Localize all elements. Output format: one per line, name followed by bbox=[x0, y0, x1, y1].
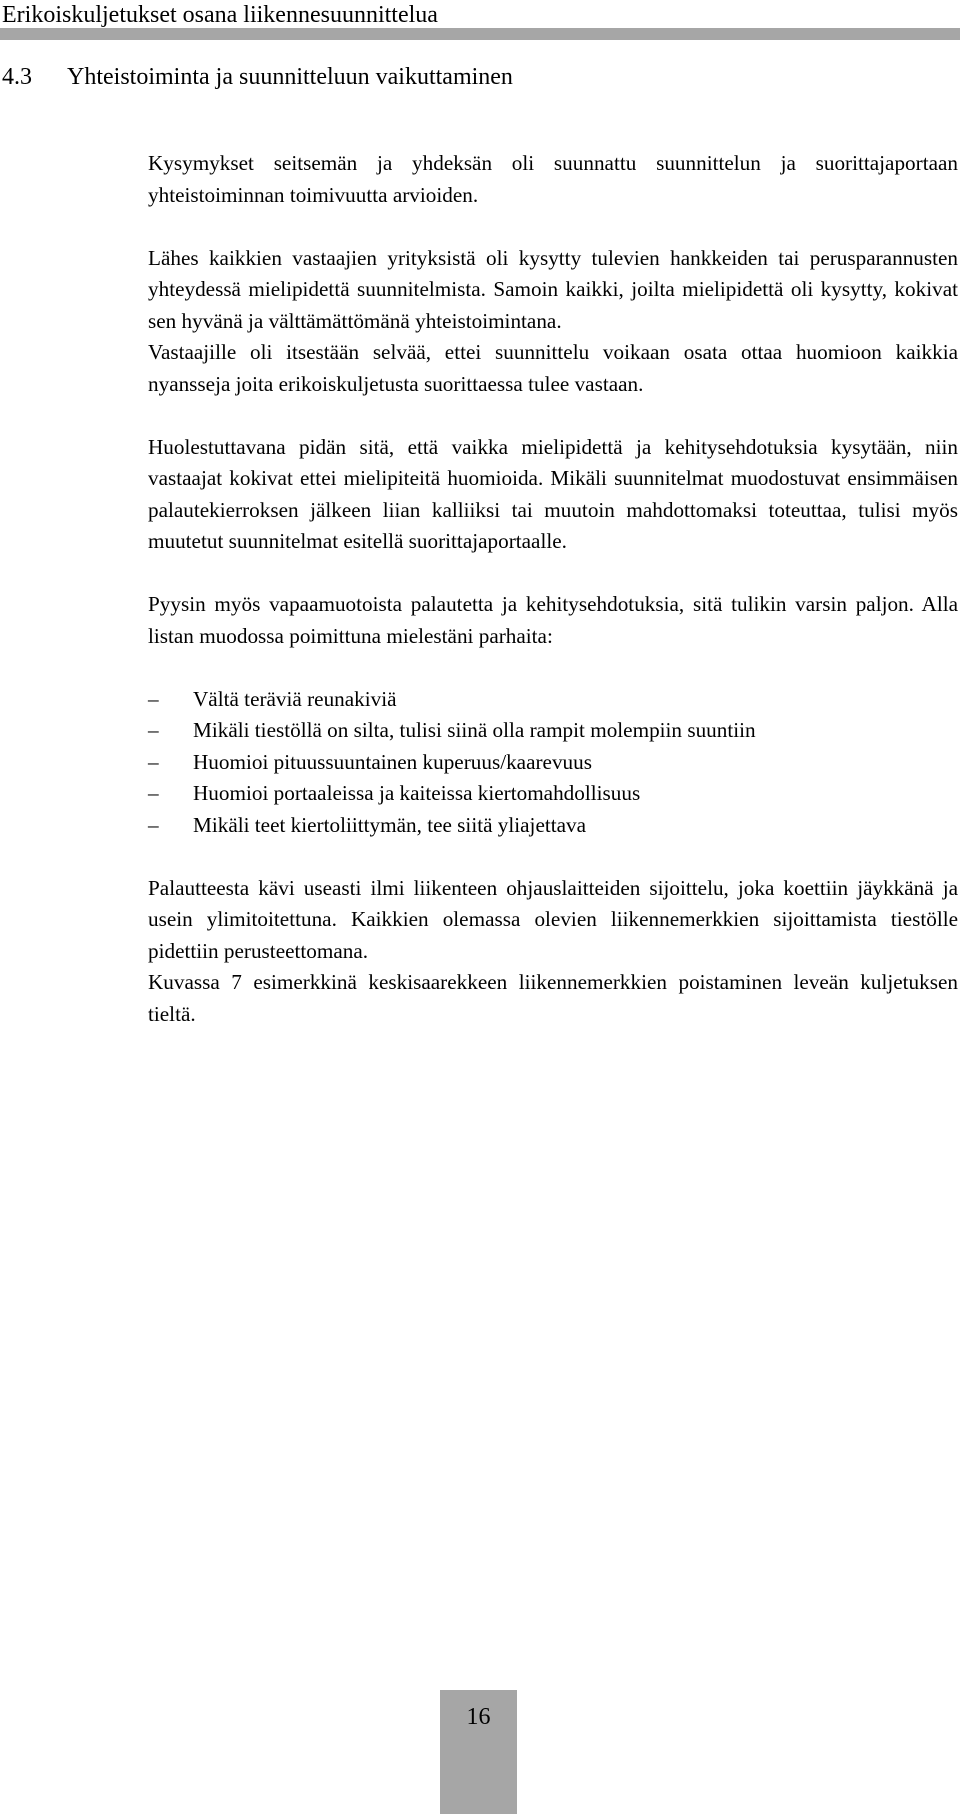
paragraph: Kysymykset seitsemän ja yhdeksän oli suunnattu suunnittelun ja suorittajaportaan yhteistoiminnan toimivuutta arvioiden. bbox=[148, 151, 958, 207]
paragraph: Palautteesta kävi useasti ilmi liikenteen ohjauslaitteiden sijoittelu, joka koettiin jäykkänä ja usein ylimitoitettuna. Kaikkien olemassa olevien liikennemerkkien sijoittamista tiestölle pidettiin perusteettomana. bbox=[148, 875, 958, 963]
list-item bbox=[148, 684, 958, 716]
bullet-dash: – bbox=[148, 749, 159, 774]
bullet-dash: – bbox=[148, 812, 159, 837]
paragraph: Pyysin myös vapaamuotoista palautetta ja kehitysehdotuksia, sitä tulikin varsin paljon. Alla listan muodossa poimittuna mielestäni parhaita: bbox=[148, 592, 958, 648]
paragraph: Vastaajille oli itsestään selvää, ettei suunnittelu voikaan osata ottaa huomioon kaikkia nyansseja joita erikoiskuljetusta suorittaessa tulee vastaan. bbox=[148, 340, 958, 396]
list-item-text: Vältä teräviä reunakiviä bbox=[193, 686, 397, 711]
list-item bbox=[148, 715, 958, 747]
running-header: Erikoiskuljetukset osana liikennesuunnittelua bbox=[2, 2, 438, 28]
body-text bbox=[148, 148, 958, 1030]
paragraph: Huolestuttavana pidän sitä, että vaikka mielipidettä ja kehitysehdotuksia kysytään, niin vastaajat kokivat ettei mielipiteitä huomioida. Mikäli suunnitelmat muodostuvat ensimmäisen palautekierroksen jälkeen liian kalliiksi tai muutoin mahdottomaksi toteuttaa, tulisi myös muutetut suunnitelmat esitellä suorittajaportaalle. bbox=[148, 434, 958, 553]
page-number-box bbox=[440, 1690, 517, 1814]
list-item bbox=[148, 747, 958, 779]
page-number: 16 bbox=[466, 1704, 491, 1730]
paragraph: Lähes kaikkien vastaajien yrityksistä oli kysytty tulevien hankkeiden tai perusparannusten yhteydessä mielipidettä suunnitelmista. Samoin kaikki, joilta mielipidettä oli kysytty, kokivat sen hyvänä ja välttämättömänä yhteistoimintana. bbox=[148, 245, 958, 333]
list-item-text: Mikäli tiestöllä on silta, tulisi siinä olla rampit molempiin suuntiin bbox=[193, 718, 756, 742]
bullet-dash: – bbox=[148, 718, 159, 742]
list-item bbox=[148, 810, 958, 842]
list-item bbox=[148, 778, 958, 810]
paragraph: Kuvassa 7 esimerkkinä keskisaarekkeen liikennemerkkien poistaminen leveän kuljetuksen tieltä. bbox=[148, 970, 958, 1026]
section-number: 4.3 bbox=[2, 64, 32, 90]
bullet-list bbox=[148, 684, 958, 842]
list-item-text: Huomioi portaaleissa ja kaiteissa kiertomahdollisuus bbox=[193, 781, 641, 805]
section-heading bbox=[2, 62, 513, 92]
list-item-text: Mikäli teet kiertoliittymän, tee siitä yliajettava bbox=[193, 812, 587, 837]
bullet-dash: – bbox=[148, 781, 159, 805]
header-rule bbox=[0, 28, 960, 40]
bullet-dash: – bbox=[148, 686, 159, 711]
section-title: Yhteistoiminta ja suunnitteluun vaikuttaminen bbox=[67, 64, 513, 90]
list-item-text: Huomioi pituussuuntainen kuperuus/kaarevuus bbox=[193, 749, 592, 774]
